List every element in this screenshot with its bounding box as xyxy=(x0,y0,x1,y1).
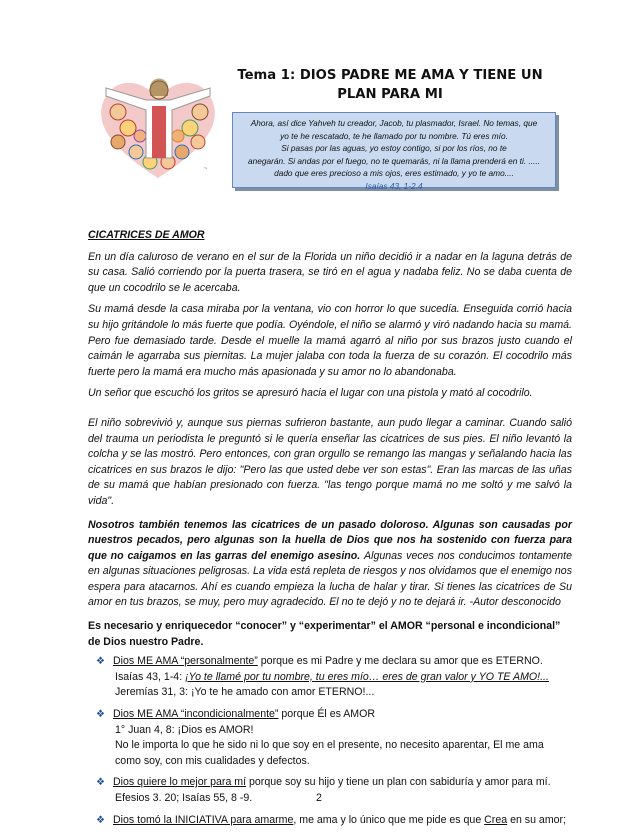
diamond-star-icon: ❖ xyxy=(96,814,105,826)
section-heading: CICATRICES DE AMOR xyxy=(88,229,205,241)
point-line: 1° Juan 4, 8: ¡Dios es AMOR! xyxy=(115,723,254,736)
paragraph: Es necesario y enriquecedor “conocer” y “experimentar” el AMOR “personal e incondicional” de Dios nuestro Padre. xyxy=(88,620,561,648)
point-line: No le importa lo que he sido ni lo que soy en el presente, no necesito aparentar, El me ama xyxy=(115,739,544,752)
list-item xyxy=(88,707,572,769)
title-line-2: PLAN PARA MI xyxy=(337,87,443,102)
point-title: Dios ME AMA “personalmente” xyxy=(113,655,258,668)
main-content xyxy=(88,228,572,834)
paragraph: En un día caluroso de verano en el sur de la Florida un niño decidió ir a nadar en la laguna detrás de su casa. Salió corriendo por la puerta trasera, se tiró en el agua y nadaba feliz. No se daba cuenta de que un cocodrilo se le acercaba. xyxy=(88,250,572,294)
quote-line: Si pasas por las aguas, yo estoy contigo, si por los ríos, no te xyxy=(281,143,507,154)
diamond-star-icon: ❖ xyxy=(96,656,105,668)
point-text: porque Él es AMOR xyxy=(278,708,376,721)
paragraph-text: Algunas veces nos conducimos tontamente en algunas situaciones peligrosas. La vida está repleta de riesgos y nos olvidamos que el enemigo nos espera para atacarnos. Ahí es cuando empieza la lucha de halar y tirar. Si tienes las cicatrices de Su amor en tus brazos, se muy, pero muy agradecido. El no te dejó y no te dejará ir. -Autor desconocido xyxy=(88,549,573,609)
point-keyword: Crea xyxy=(484,813,508,826)
reference-label: Isaías 43, 1-4: xyxy=(115,670,186,683)
reference-quote: ¡Yo te llamé por tu nombre, tu eres mío… eres de gran valor y YO TE AMO!... xyxy=(185,670,549,683)
page-title xyxy=(210,66,570,104)
paragraph: El niño sobrevivió y, aunque sus piernas sufrieron bastante, aun pudo llegar a caminar. Cuando salió del trauma un periodista le preguntó si le quería enseñar las cicatrices de sus pies. El niño levantó la colcha y se las mostró. Pero entonces, con gran orgullo se remango las mangas y señalando hacia las cicatrices en sus brazos le dijo: "Pero las que usted debe ver son estas". Eran las marcas de las uñas de su mamá que habían presionado con fuerza. "las tengo porque mamá no me soltó y me salvó la vida". xyxy=(88,416,572,507)
bold-statement: Nosotros también tenemos las cicatrices de un pasado doloroso. Algunas son causadas por nuestros pecados, pero algunas son la huella de Dios que nos ha sostenido con fuerza para que no caigamos en las garras del enemigo asesino. xyxy=(88,518,572,562)
svg-text:~: ~ xyxy=(204,166,208,172)
quote-line: yo te he rescatado, te he llamado por tu nombre. Tú eres mío. xyxy=(280,130,508,141)
page-number: 2 xyxy=(316,792,322,804)
quote-line: Ahora, así dice Yahveh tu creador, Jacob, tu plasmador, Israel. No temas, que xyxy=(250,118,538,128)
paragraph: Su mamá desde la casa miraba por la ventana, vio con horror lo que sucedía. Enseguida corrió hacia su hijo gritándole lo más fuerte que podía. Oyéndole, el niño se alarmó y viró nadando hacia su mamá. Pero fue demasiado tarde. Desde el muelle la mamá agarró al niño por sus brazos justo cuando el caimán le agarraba sus piernitas. La mujer jalaba con toda la fuerza de su corazón. El cocodrilo más fuerte pero la mamá era mucho más apasionada y su amor no lo abandonaba. xyxy=(88,303,572,378)
point-reference xyxy=(113,670,572,686)
point-title: Dios ME AMA “incondicionalmente” xyxy=(113,708,279,721)
jesus-with-children-icon xyxy=(88,66,228,186)
point-text: en su amor; xyxy=(507,813,567,826)
point-line: como soy, con mis cualidades y defectos. xyxy=(115,754,310,767)
list-item xyxy=(88,654,572,701)
quote-line: dado que eres precioso a mis ojos, eres estimado, y yo te amo.... xyxy=(274,168,514,179)
scripture-quote-box xyxy=(232,112,556,191)
title-line-1: Tema 1: DIOS PADRE ME AMA Y TIENE UN xyxy=(237,68,543,83)
diamond-star-icon: ❖ xyxy=(96,777,105,789)
quote-line: anegarán. Si andas por el fuego, no te quemarás, ni la llama prenderá en ti. ..... xyxy=(248,155,540,166)
point-text: porque soy su hijo y tiene un plan con sabiduría y amor para mí. xyxy=(246,776,551,789)
diamond-star-icon: ❖ xyxy=(96,709,105,721)
paragraph: Un señor que escuchó los gritos se apresuró hacia el lugar con una pistola y mató al cocodrilo. xyxy=(88,387,533,400)
point-title: Dios quiere lo mejor para mí xyxy=(113,776,247,789)
point-title: Dios tomó la INICIATIVA para amarme xyxy=(113,813,294,826)
point-text: porque es mi Padre y me declara su amor que es ETERNO. xyxy=(257,655,543,668)
quote-reference: Isaías 43, 1-2.4 xyxy=(365,180,423,191)
point-line: Efesios 3. 20; Isaías 55, 8 -9. xyxy=(115,792,253,804)
point-line: Jeremías 31, 3: ¡Yo te he amado con amor ETERNO!... xyxy=(115,686,375,699)
paragraph xyxy=(88,518,572,612)
point-text: , me ama y lo único que me pide es que xyxy=(293,813,485,826)
